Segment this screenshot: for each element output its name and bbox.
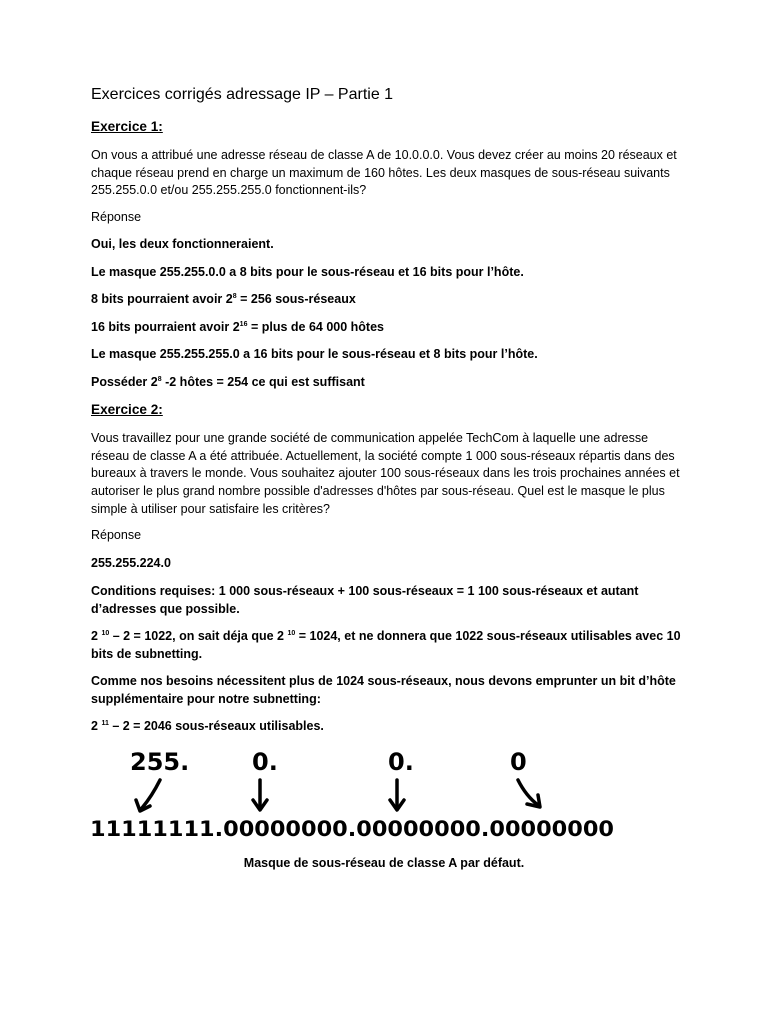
exercise-2-answer-line-4: Comme nos besoins nécessitent plus de 1024 sous-réseaux, nous devons emprunter un bit d’hôte supplémentaire pour notre subnetting:	[91, 674, 676, 706]
exercise-1-answer-line-2: Le masque 255.255.0.0 a 8 bits pour le sous-réseau et 16 bits pour l’hôte.	[91, 265, 524, 279]
exponent: 10	[101, 630, 110, 637]
exponent: 8	[232, 293, 237, 300]
exponent: 16	[239, 321, 248, 328]
exercise-1-answer-line-3: 8 bits pourraient avoir $2^8 = 256$ sous-réseaux	[91, 292, 356, 306]
exponent: 8	[157, 376, 162, 383]
octet-label-2: 0.	[252, 748, 278, 776]
figure-caption: Masque de sous-réseau de classe A par défaut.	[243, 856, 525, 870]
subnet-mask-figure	[90, 742, 620, 842]
exercise-1-heading: Exercice 1:	[91, 119, 163, 134]
exercise-2-answer-line-3: 2 $^{10}$ – 2 = 1022, on sait déja que 2 $^{10}$ = 1024, et ne donnera que 1022 sous-réseaux utilisables avec 10 bits de subnetting.	[91, 629, 681, 661]
exercise-2-answer-line-2: Conditions requises: 1 000 sous-réseaux + 100 sous-réseaux = 1 100 sous-réseaux et autant d’adresses que possible.	[91, 584, 639, 616]
exercise-2-answer-line-1: 255.255.224.0	[91, 556, 171, 570]
arrow-down-right-icon	[518, 780, 538, 805]
exponent: 11	[101, 720, 109, 727]
exponent: 10	[287, 630, 296, 637]
octet-label-1: 255.	[130, 748, 190, 776]
exercise-1-answer-line-1: Oui, les deux fonctionneraient.	[91, 237, 274, 251]
exercise-2-answer-line-5: 2 $^{11}$ – 2 = 2046 sous-réseaux utilisables.	[91, 719, 324, 733]
exercise-2-answer-label: Réponse	[91, 528, 142, 542]
octet-label-4: 0	[510, 748, 527, 776]
exercise-1-answer-label: Réponse	[91, 210, 142, 224]
exercise-2-heading: Exercice 2:	[91, 402, 163, 417]
octet-label-3: 0.	[388, 748, 414, 776]
exercise-1-statement: On vous a attribué une adresse réseau de classe A de 10.0.0.0. Vous devez créer au moins 20 réseaux et chaque réseau prend en charge un maximum de 160 hôtes. Les deux masques de sous-réseau suivants 255.255.0.0 et/ou 255.255.255.0 fonctionnent-ils?	[91, 148, 677, 198]
exercise-1-answer-line-6: Posséder $2^8$ -2 hôtes = 254 ce qui est suffisant	[91, 375, 365, 389]
arrow-down-left-icon	[142, 780, 160, 808]
exercise-1-answer-line-5: Le masque 255.255.255.0 a 16 bits pour le sous-réseau et 8 bits pour l’hôte.	[91, 347, 538, 361]
binary-mask: 11111111.00000000.00000000.00000000	[90, 817, 614, 842]
exercise-1-answer-line-4: 16 bits pourraient avoir $2^{16}$ = plus de 64 000 hôtes	[91, 320, 384, 334]
exercise-2-statement: Vous travaillez pour une grande société de communication appelée TechCom à laquelle une adresse réseau de classe A a été attribuée. Actuellement, la société compte 1 000 sous-réseaux répartis dans des bureaux à travers le monde. Vous souhaitez ajouter 100 sous-réseaux dans les trois prochaines années et autoriser le plus grand nombre possible d'adresses d'hôtes par sous-réseau. Quel est le masque le plus simple à utiliser pour satisfaire les critères?	[91, 431, 680, 516]
document-title: Exercices corrigés adressage IP – Partie 1	[91, 86, 394, 103]
